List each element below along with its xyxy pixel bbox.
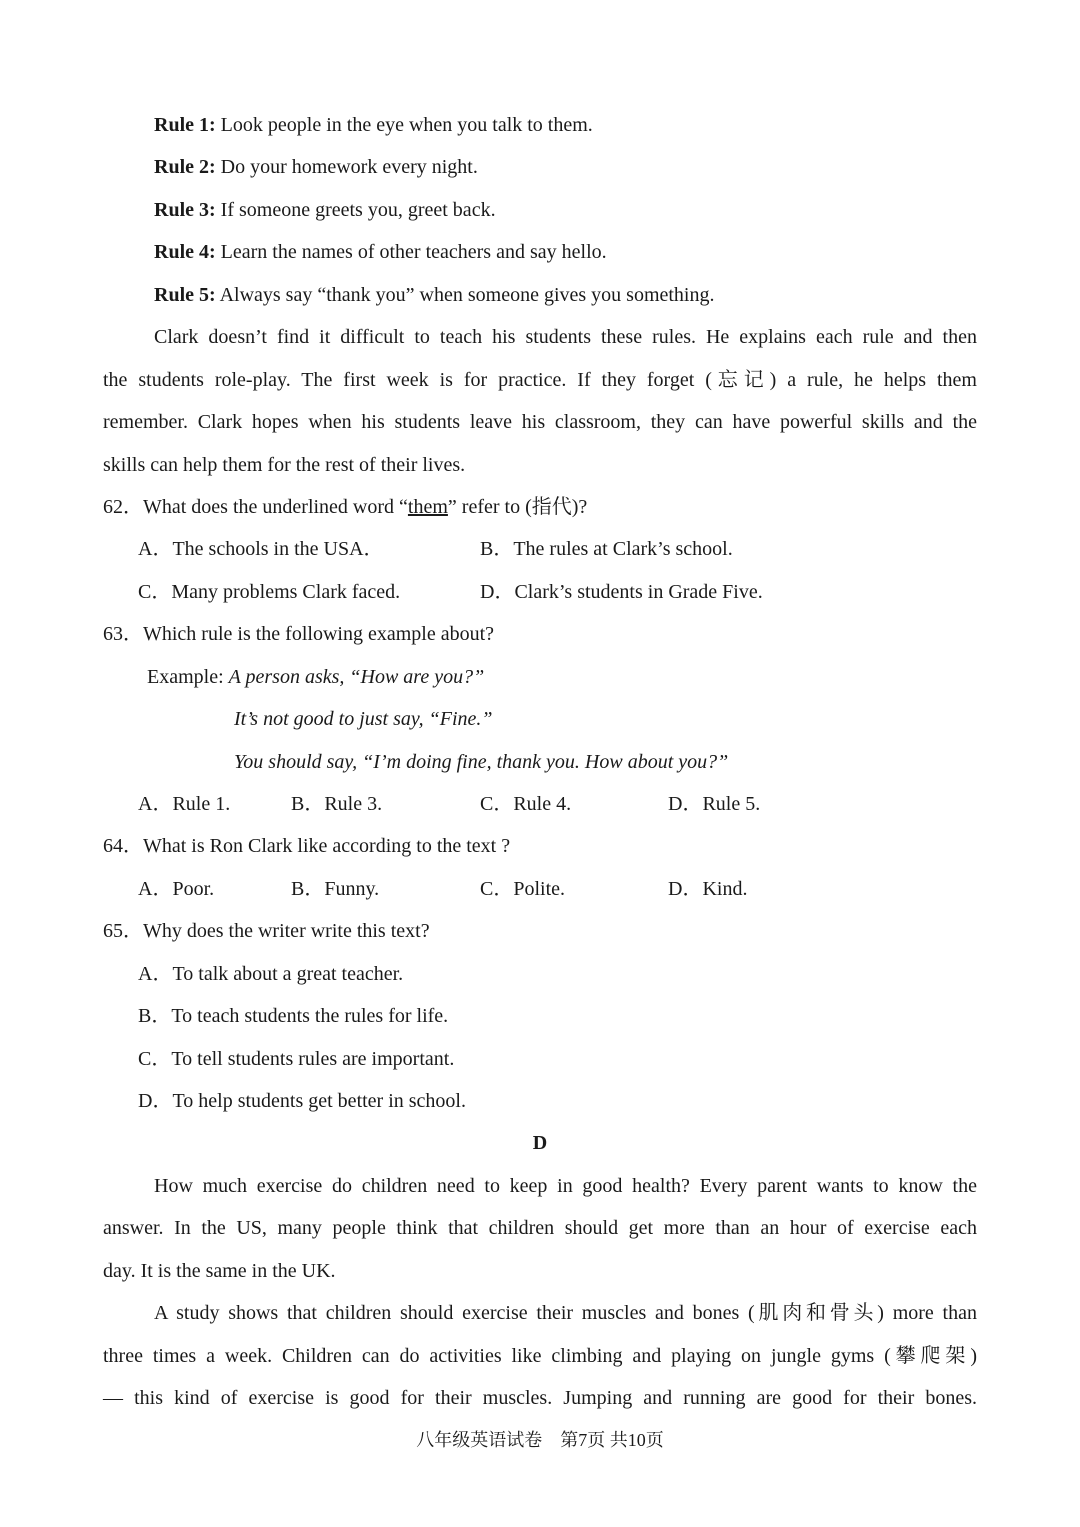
- rule-4: [154, 240, 607, 264]
- page-footer: 八年级英语试卷 第7页 共10页: [416, 1430, 664, 1450]
- q62-option-c: C．Many problems Clark faced.: [138, 581, 401, 603]
- rule-label: Rule 4:: [154, 241, 216, 263]
- rule-text: Always say “thank you” when someone gives you something.: [219, 284, 715, 306]
- paragraph-line: How much exercise do children need to keep in good health? Every parent wants to know the: [154, 1175, 977, 1197]
- question-62-stem: [103, 495, 587, 519]
- example-text: A person asks, “How are you?”: [228, 666, 485, 688]
- q65-option-d: D．To help students get better in school.: [138, 1090, 466, 1112]
- paragraph-line: the students role-play. The first week is for practice. If they forget (忘记) a rule, he helps them: [103, 369, 977, 391]
- example-line-1: [147, 665, 484, 689]
- q62-option-d: D．Clark’s students in Grade Five.: [480, 581, 763, 603]
- rule-text: Learn the names of other teachers and say hello.: [220, 241, 607, 263]
- q62-option-b: B．The rules at Clark’s school.: [480, 538, 733, 560]
- stem-suffix: ” refer to (指代)?: [447, 496, 588, 518]
- rule-text: Do your homework every night.: [220, 156, 478, 178]
- q64-option-d: D．Kind.: [668, 878, 748, 900]
- q62-option-a: A．The schools in the USA．: [138, 538, 384, 560]
- paragraph-line: remember. Clark hopes when his students leave his classroom, they can have powerful skills and the: [103, 411, 977, 433]
- paragraph-line: day. It is the same in the UK.: [103, 1260, 336, 1282]
- rule-label: Rule 1:: [154, 114, 216, 136]
- q65-option-b: B．To teach students the rules for life.: [138, 1005, 449, 1027]
- rule-text: If someone greets you, greet back.: [220, 199, 496, 221]
- rule-3: [154, 198, 496, 222]
- rule-label: Rule 3:: [154, 199, 216, 221]
- section-heading: D: [532, 1132, 548, 1154]
- question-64-stem: 64．What is Ron Clark like according to the text ?: [103, 835, 511, 857]
- paragraph-line: skills can help them for the rest of their lives.: [103, 454, 466, 476]
- example-label: Example:: [147, 666, 229, 688]
- question-63-stem: 63．Which rule is the following example about?: [103, 623, 495, 645]
- rule-1: [154, 113, 593, 137]
- paragraph-line: Clark doesn’t find it difficult to teach his students these rules. He explains each rule and then: [154, 326, 977, 348]
- rule-5: [154, 283, 715, 307]
- q63-option-a: A．Rule 1.: [138, 793, 231, 815]
- example-line-3: You should say, “I’m doing fine, thank you. How about you?”: [234, 751, 729, 773]
- stem-prefix: 62．What does the underlined word “: [103, 496, 408, 518]
- q63-option-c: C．Rule 4.: [480, 793, 572, 815]
- paragraph-line: — this kind of exercise is good for their muscles. Jumping and running are good for their bones.: [103, 1387, 977, 1409]
- q63-option-d: D．Rule 5.: [668, 793, 761, 815]
- rule-text: Look people in the eye when you talk to them.: [220, 114, 593, 136]
- q64-option-c: C．Polite.: [480, 878, 566, 900]
- paragraph-line: answer. In the US, many people think that children should get more than an hour of exercise each: [103, 1217, 977, 1239]
- q63-option-b: B．Rule 3.: [291, 793, 383, 815]
- example-line-2: It’s not good to just say, “Fine.”: [234, 708, 493, 730]
- rule-label: Rule 5:: [154, 284, 216, 306]
- rule-2: [154, 155, 478, 179]
- underlined-word: them: [407, 496, 448, 518]
- q65-option-a: A．To talk about a great teacher.: [138, 963, 404, 985]
- paragraph-line: three times a week. Children can do activities like climbing and playing on jungle gyms (攀爬架): [103, 1345, 977, 1367]
- rule-label: Rule 2:: [154, 156, 216, 178]
- question-65-stem: 65．Why does the writer write this text?: [103, 920, 430, 942]
- q65-option-c: C．To tell students rules are important.: [138, 1048, 455, 1070]
- paragraph-line: A study shows that children should exercise their muscles and bones (肌肉和骨头) more than: [154, 1302, 977, 1324]
- q64-option-a: A．Poor.: [138, 878, 215, 900]
- q64-option-b: B．Funny.: [291, 878, 380, 900]
